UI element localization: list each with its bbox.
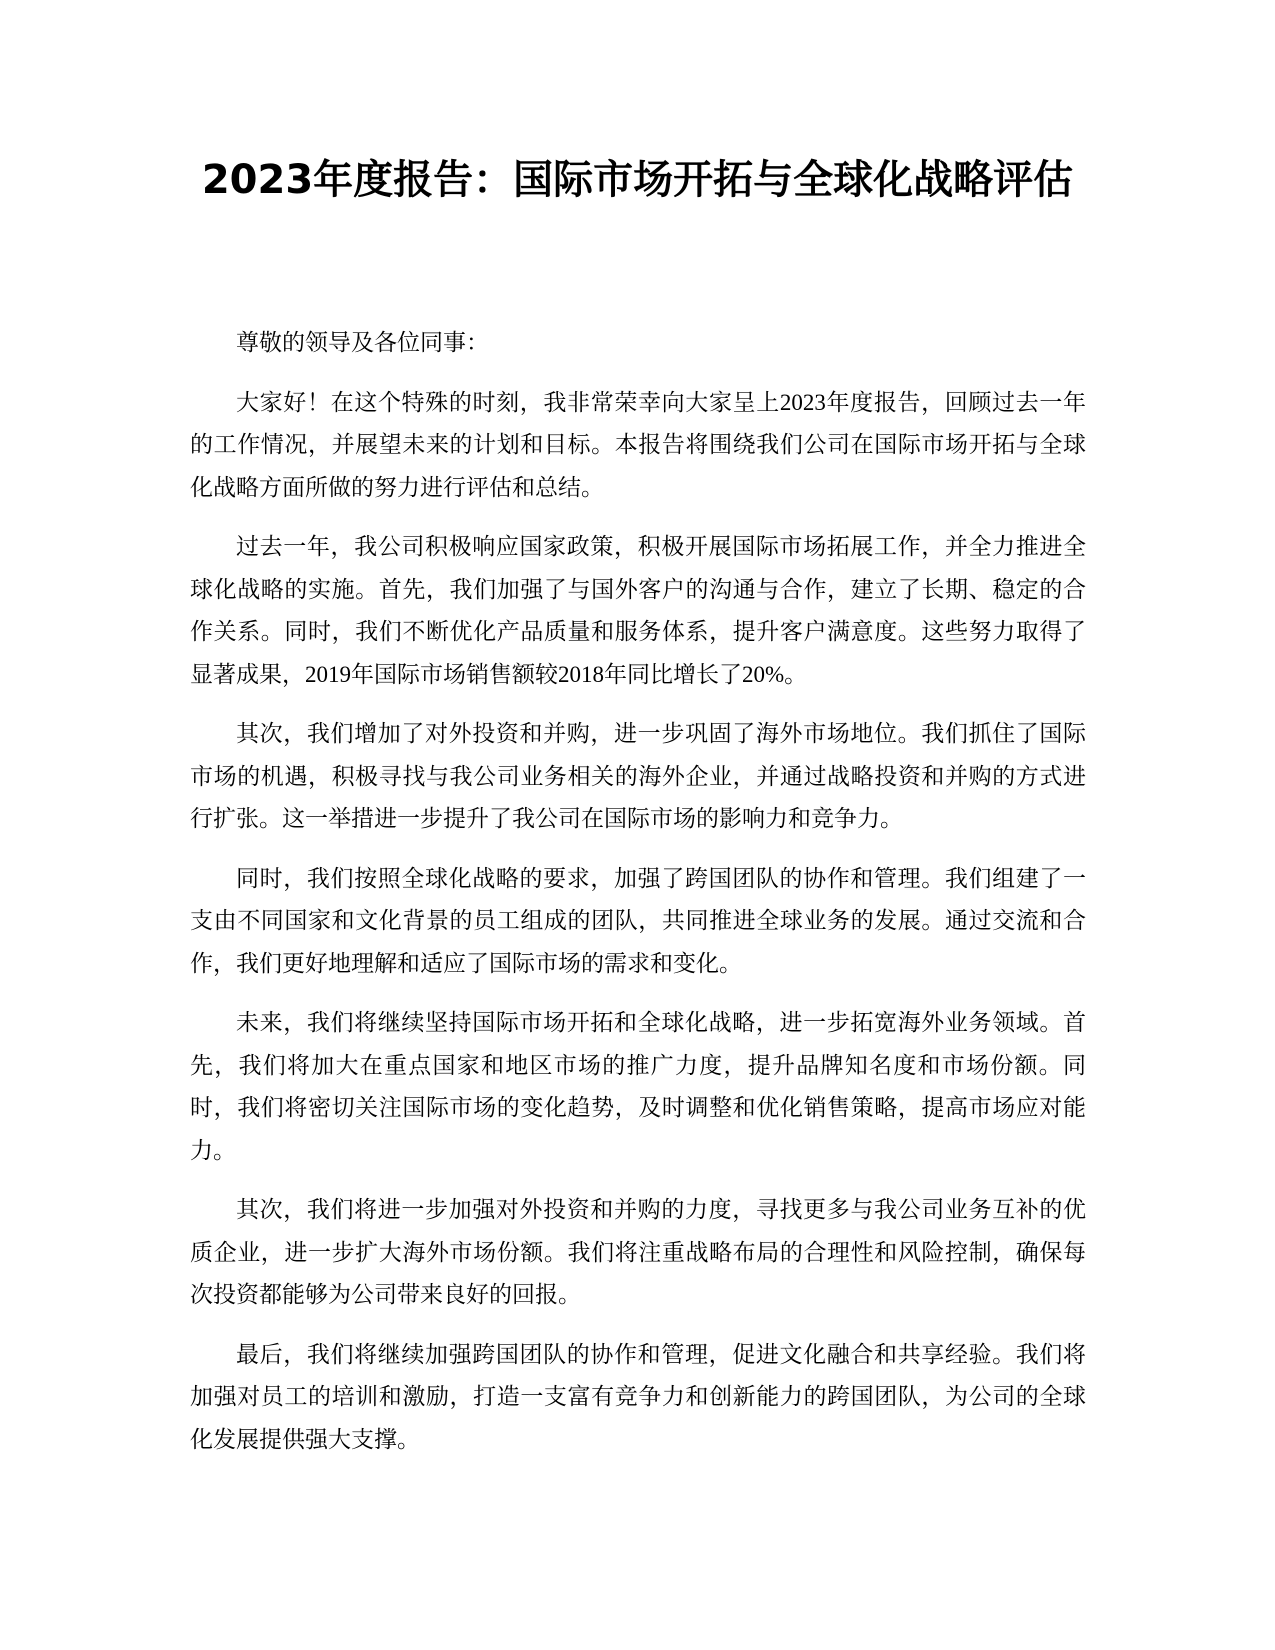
body-paragraph: 同时，我们按照全球化战略的要求，加强了跨国团队的协作和管理。我们组建了一支由不同国家和文化背景的员工组成的团队，共同推进全球业务的发展。通过交流和合作，我们更好地理解和适应了国际市场的需求和变化。 — [190, 865, 1086, 976]
body-paragraph: 未来，我们将继续坚持国际市场开拓和全球化战略，进一步拓宽海外业务领域。首先，我们将加大在重点国家和地区市场的推广力度，提升品牌知名度和市场份额。同时，我们将密切关注国际市场的变化趋势，及时调整和优化销售策略，提高市场应对能力。 — [190, 1010, 1086, 1163]
body-paragraph: 大家好！在这个特殊的时刻，我非常荣幸向大家呈上2023年度报告，回顾过去一年的工作情况，并展望未来的计划和目标。本报告将围绕我们公司在国际市场开拓与全球化战略方面所做的努力进行评估和总结。 — [190, 389, 1086, 500]
body-paragraph: 过去一年，我公司积极响应国家政策，积极开展国际市场拓展工作，并全力推进全球化战略的实施。首先，我们加强了与国外客户的沟通与合作，建立了长期、稳定的合作关系。同时，我们不断优化产品质量和服务体系，提升客户满意度。这些努力取得了显著成果，2019年国际市场销售额较2018年同比增长了20%。 — [190, 534, 1086, 687]
document-title: 2023年度报告：国际市场开拓与全球化战略评估 — [201, 157, 1074, 203]
body-paragraph: 其次，我们增加了对外投资和并购，进一步巩固了海外市场地位。我们抓住了国际市场的机遇，积极寻找与我公司业务相关的海外企业，并通过战略投资和并购的方式进行扩张。这一举措进一步提升了我公司在国际市场的影响力和竞争力。 — [190, 721, 1086, 831]
document-body — [190, 322, 1086, 1478]
body-paragraph: 其次，我们将进一步加强对外投资和并购的力度，寻找更多与我公司业务互补的优质企业，进一步扩大海外市场份额。我们将注重战略布局的合理性和风险控制，确保每次投资都能够为公司带来良好的回报。 — [190, 1197, 1086, 1307]
salutation-paragraph: 尊敬的领导及各位同事： — [236, 330, 489, 355]
body-paragraph: 最后，我们将继续加强跨国团队的协作和管理，促进文化融合和共享经验。我们将加强对员工的培训和激励，打造一支富有竞争力和创新能力的跨国团队，为公司的全球化发展提供强大支撑。 — [190, 1341, 1086, 1452]
